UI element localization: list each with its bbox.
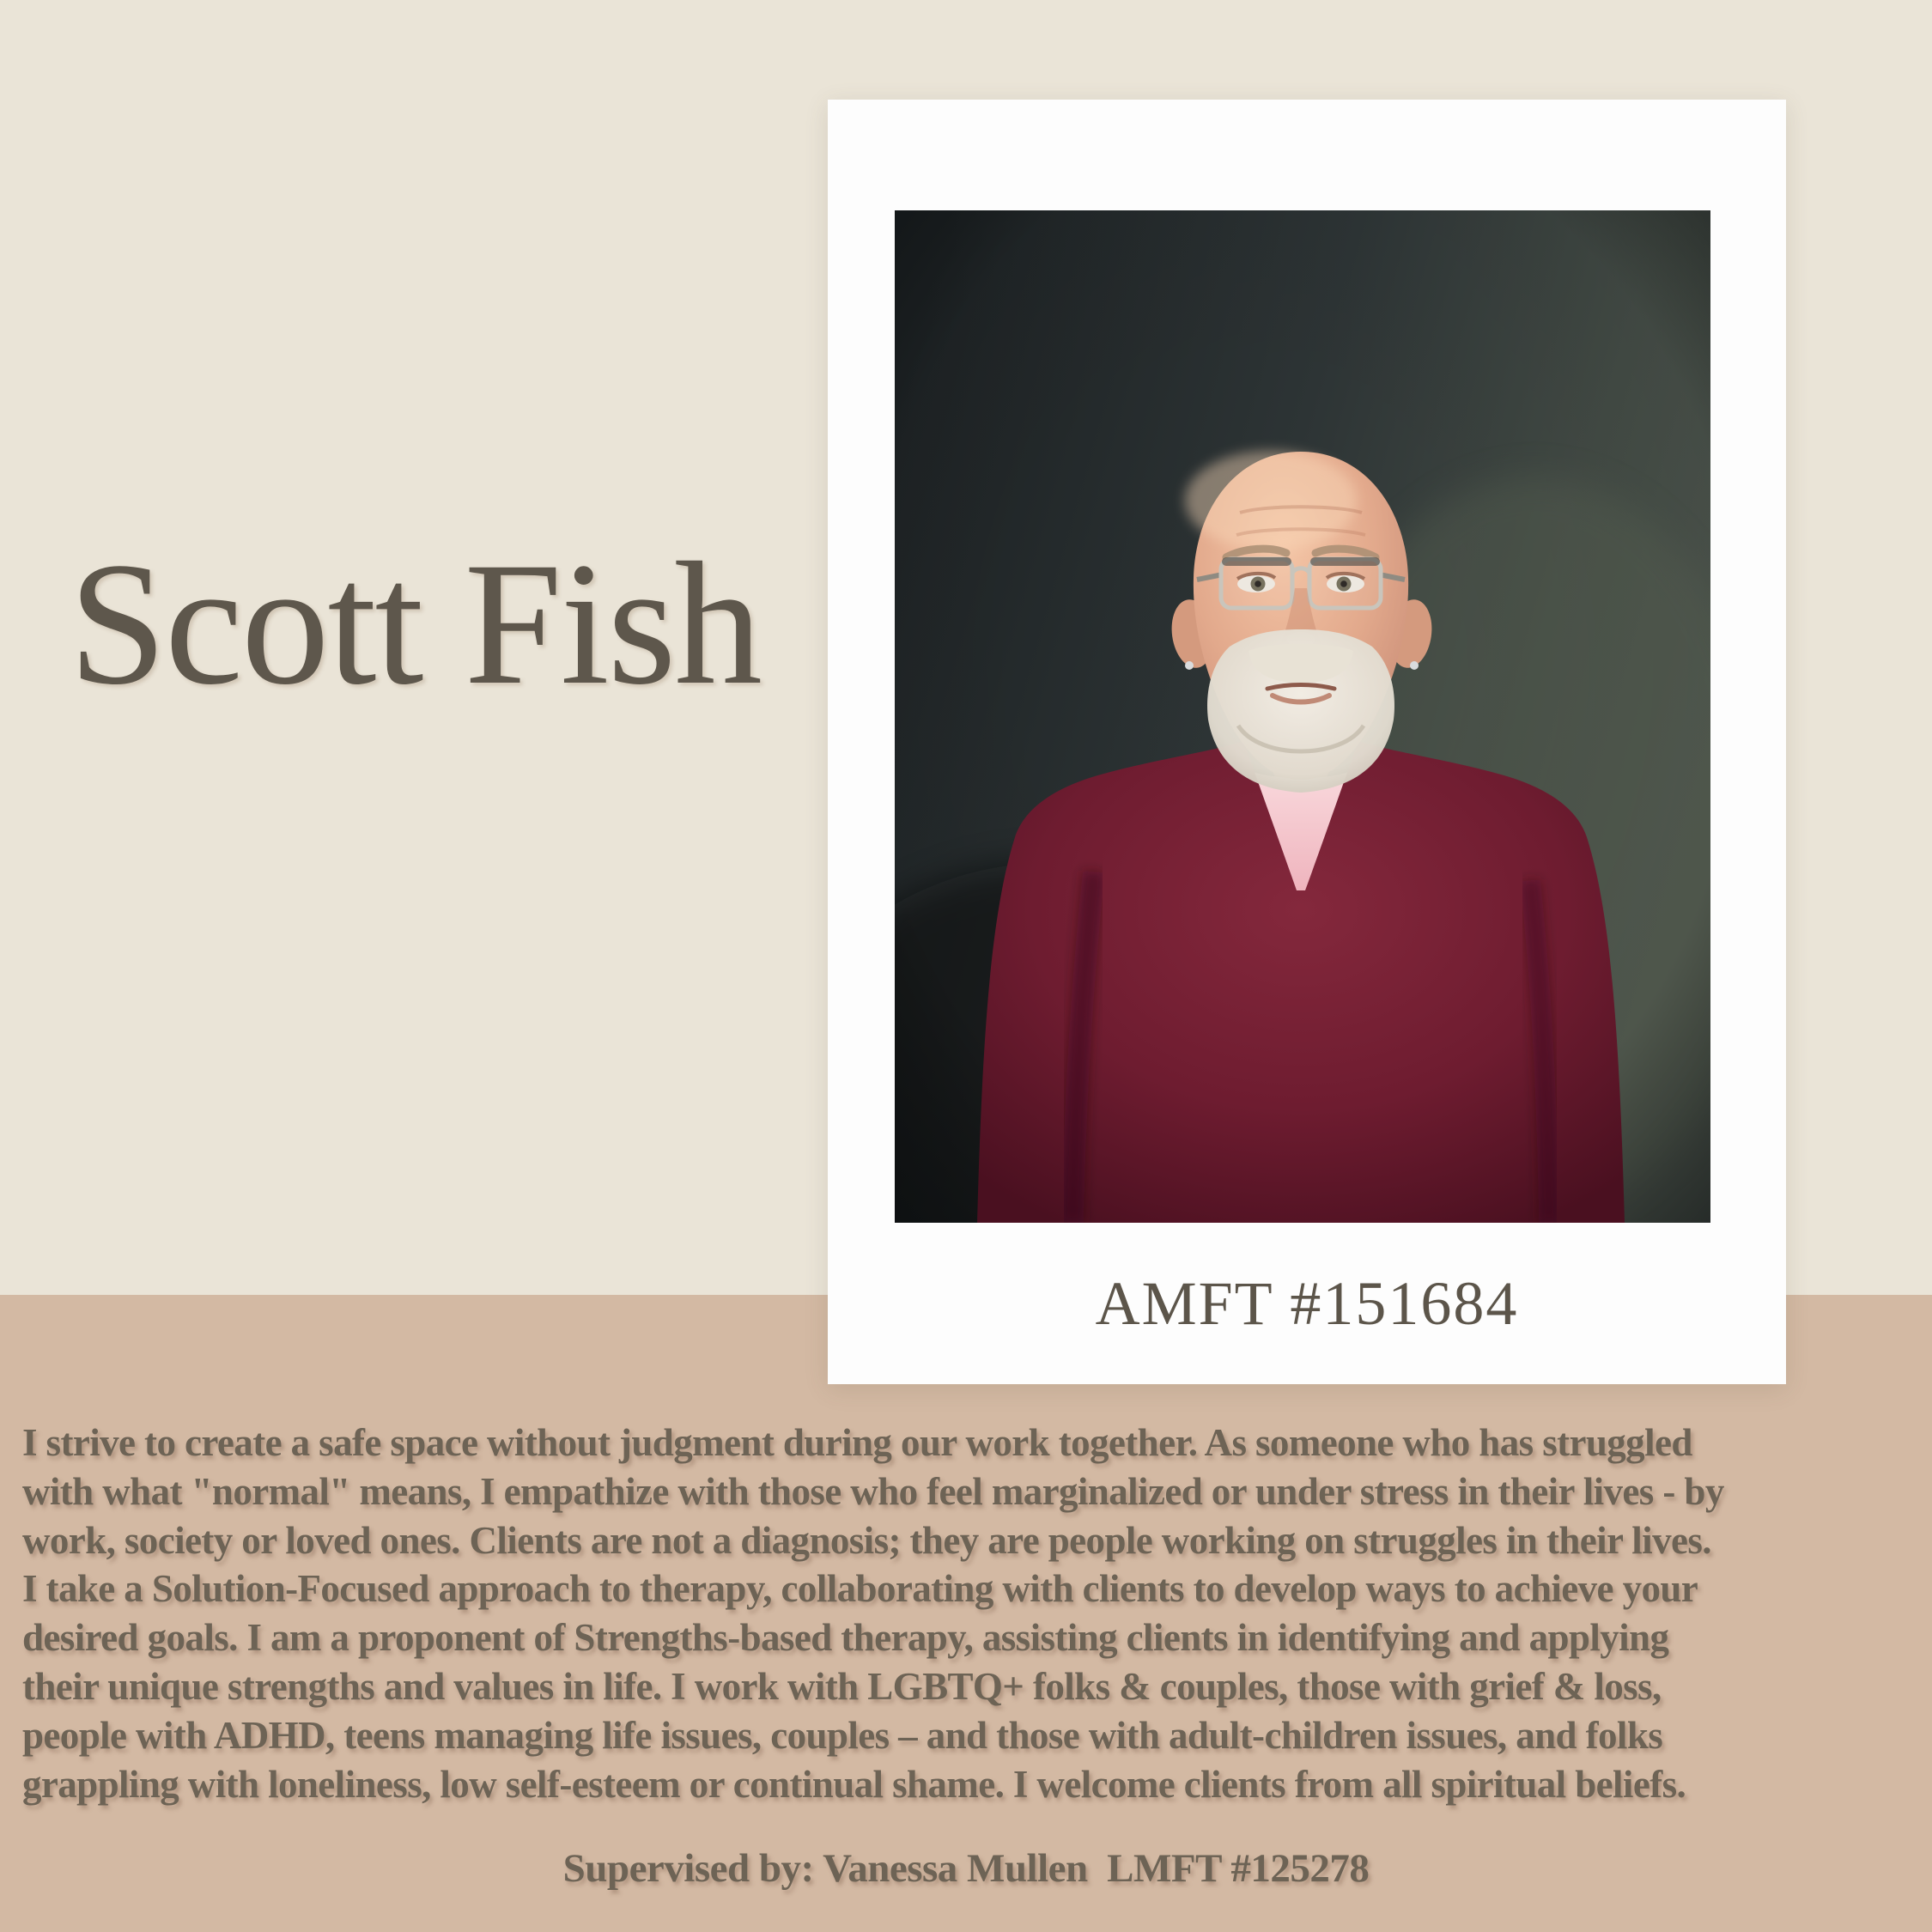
bio-line: I strive to create a safe space without judgment during our work together. As someone who has struggled xyxy=(22,1421,1692,1464)
bio-line: with what "normal" means, I empathize with those who feel marginalized or under stress in their lives - by xyxy=(22,1469,1724,1513)
license-caption: AMFT #151684 xyxy=(1095,1268,1519,1338)
bio-line: work, society or loved ones. Clients are not a diagnosis; they are people working on struggles in their lives. xyxy=(22,1518,1711,1562)
bio-line: their unique strengths and values in life. I work with LGBTQ+ folks & couples, those with grief & loss, xyxy=(22,1664,1662,1708)
polaroid-frame xyxy=(828,100,1786,1384)
bio-paragraph xyxy=(22,1419,1910,1808)
page-title: Scott Fish xyxy=(69,526,761,721)
bio-line: I take a Solution-Focused approach to therapy, collaborating with clients to develop ways to achieve your xyxy=(22,1567,1698,1611)
supervision-line: Supervised by: Vanessa Mullen LMFT #125278 xyxy=(562,1846,1370,1891)
bio-line: people with ADHD, teens managing life issues, couples – and those with adult-children issues, and folks xyxy=(22,1713,1663,1757)
right-earring xyxy=(1410,661,1419,670)
portrait-illustration xyxy=(895,210,1710,1223)
bio-line: grappling with loneliness, low self-esteem or continual shame. I welcome clients from all spiritual beliefs. xyxy=(22,1762,1686,1806)
portrait-photo xyxy=(895,210,1710,1223)
left-earring xyxy=(1185,661,1194,670)
scalp-highlight xyxy=(1185,451,1357,550)
bio-line: desired goals. I am a proponent of Strengths-based therapy, assisting clients in identifying and applying xyxy=(22,1616,1669,1660)
